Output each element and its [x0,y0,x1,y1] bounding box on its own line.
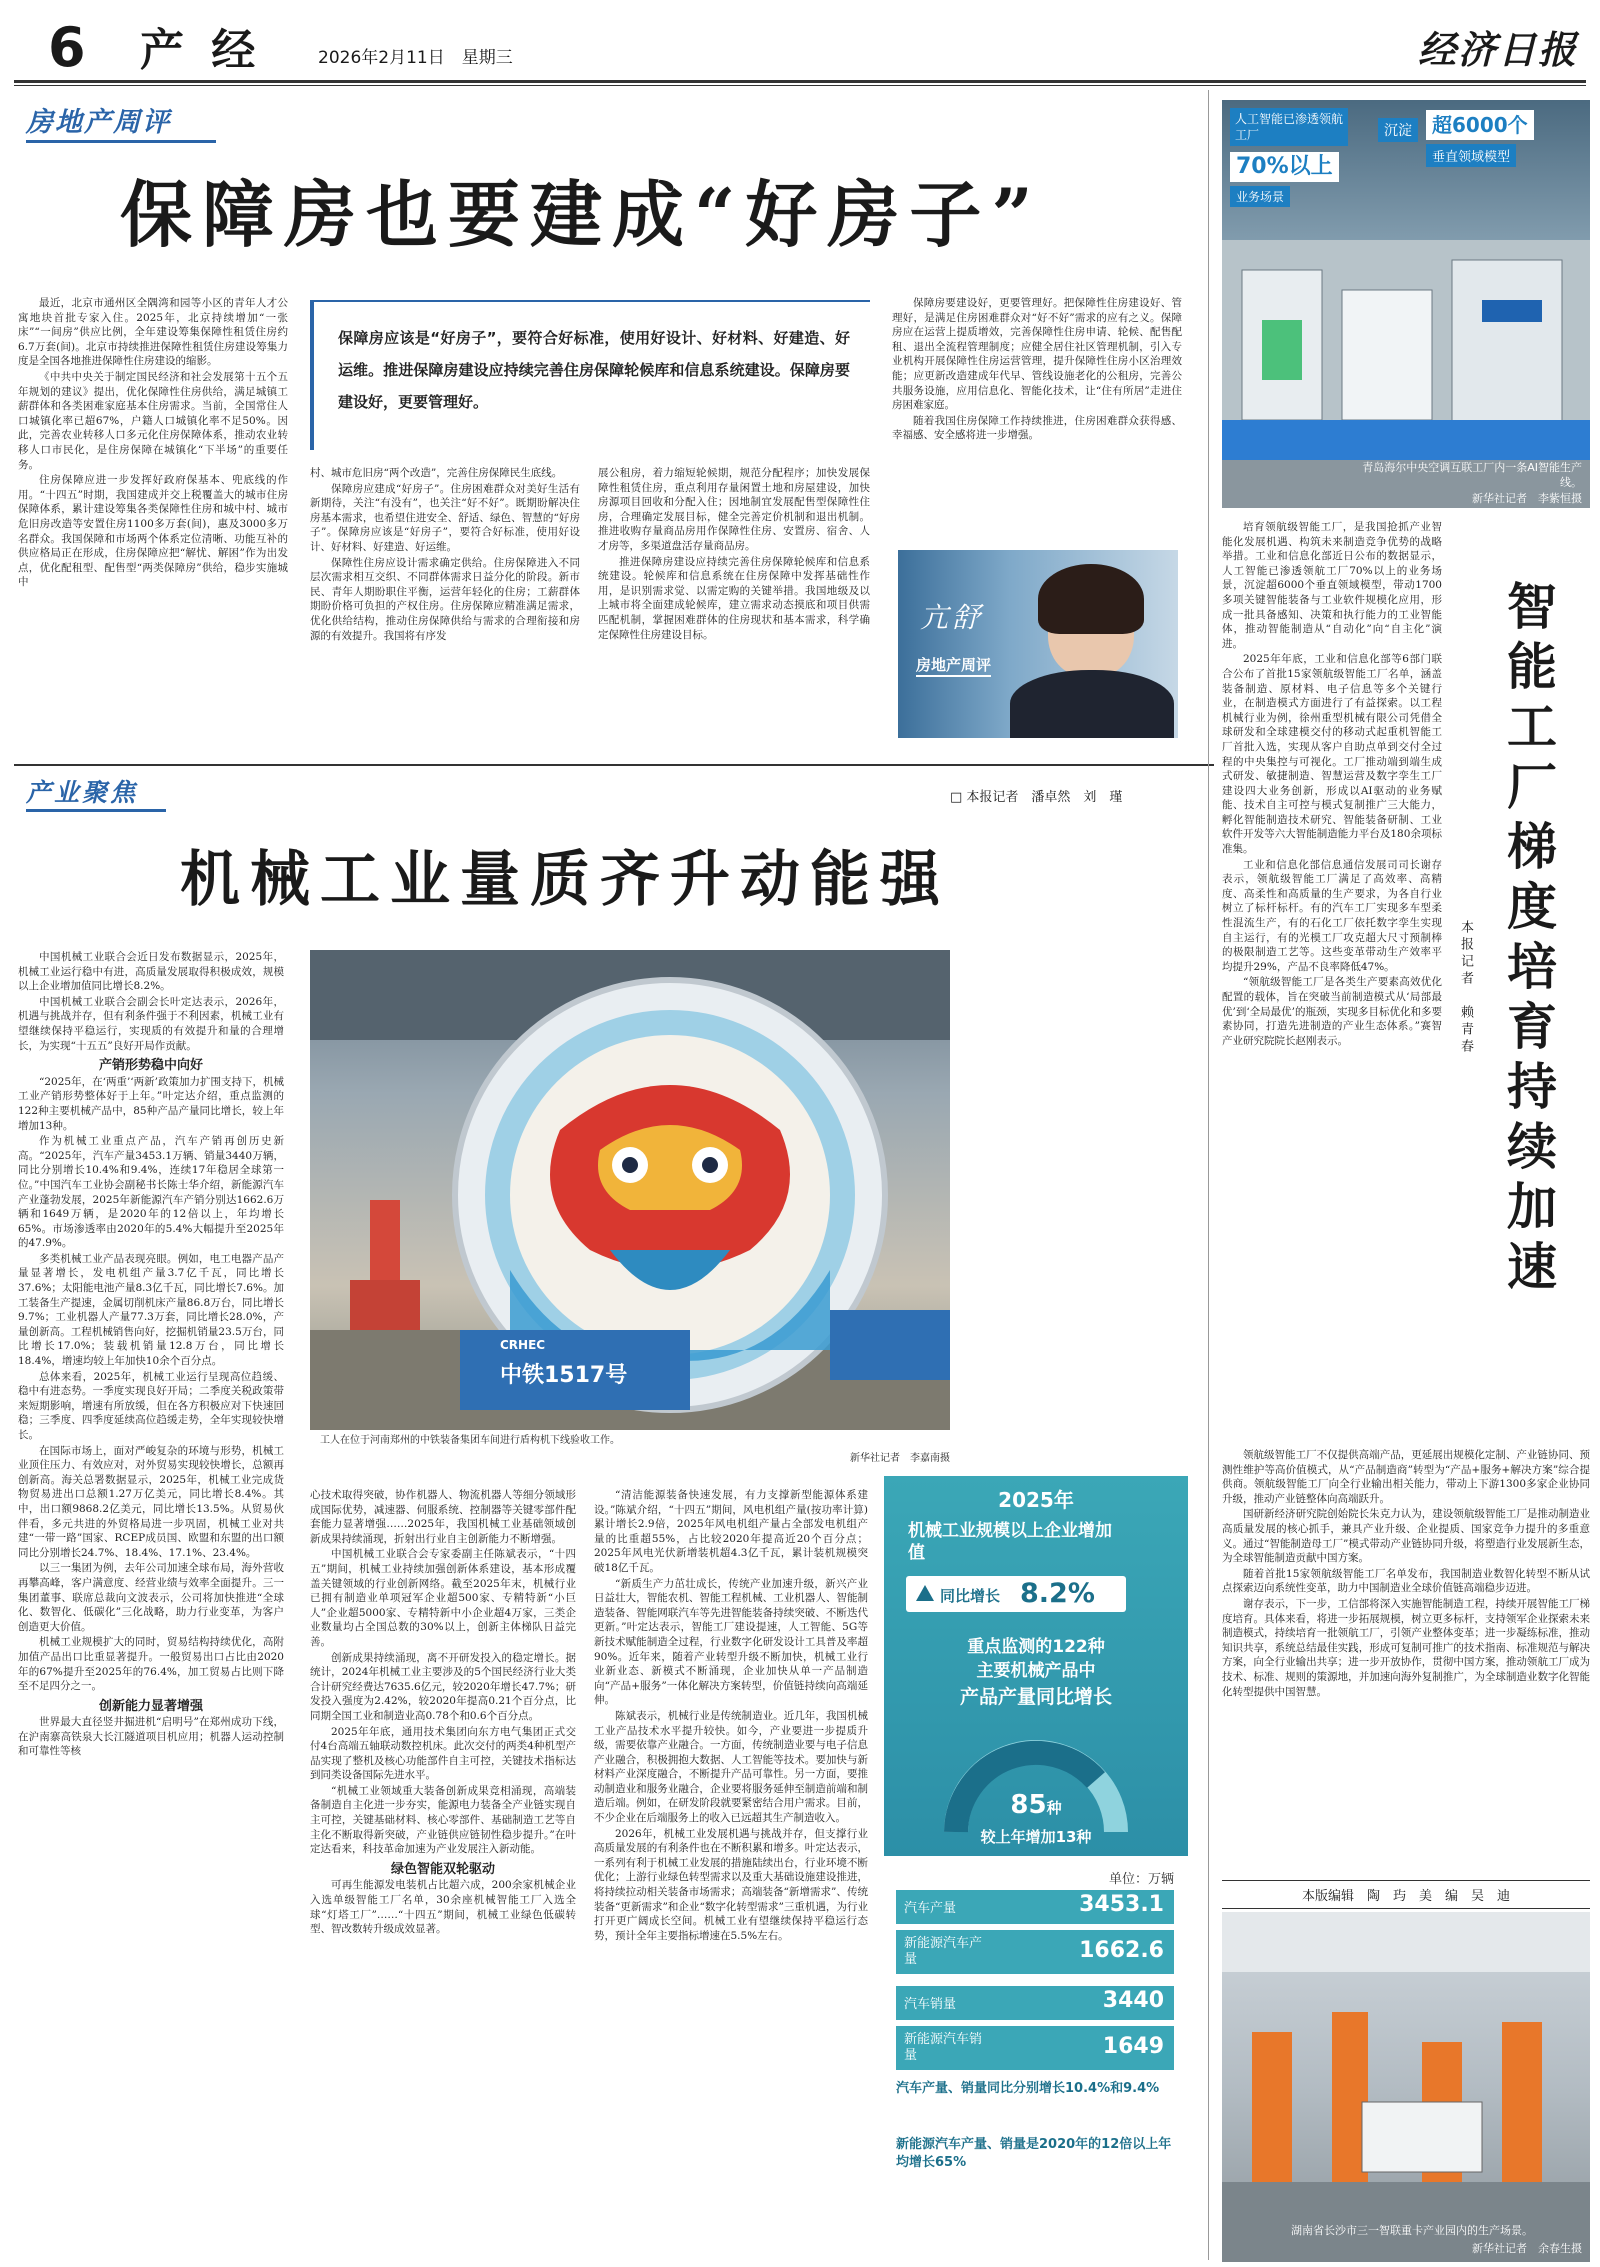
issue-date: 2026年2月11日 星期三 [318,48,513,68]
realestate-title: 保障房也要建成“好房子” [120,172,1043,257]
paragraph: 2026年，机械工业发展机遇与挑战并存，但支撑行业高质量发展的有利条件也在不断积累和增多。叶定达表示，一系列有利于机械工业发展的措施陆续出台，行业环境不断优化；上游行业绿色转型需求以及重大基础设施建设推进，将持续拉动相关装备市场需求；高端装备“新增需求”、传统装备“更新需求”和企业“数字化转型需求”三重机遇，为行业打开更广阔成长空间。机械工业有望继续保持平稳运行态势，预计全年主要指标增速在5.5%左右。 [594,1827,868,1942]
info-row-label: 新能源汽车销量 [904,2032,983,2063]
paragraph: 以三一集团为例，去年公司加速全球布局，海外营收再攀高峰，客户满意度、经营业绩与效率全面提升。三一集团董事、联席总裁向文波表示，公司将加快推进“全球化、数智化、低碳化”三化战略，助力行业变革，为客户创造更大价值。 [18,1562,284,1633]
smart-factory-byline: 本报记者 赖青春 [1458,920,1473,1056]
page-number: 6 [48,16,86,79]
paragraph: 世界最大直径竖井掘进机“启明号”在郑州成功下线，在沪南寨高铁泉大长江隧道项目机应用；机器人运动控制和可靠性等核 [18,1716,284,1758]
subheading: 绿色智能双轮驱动 [390,1861,495,1877]
info-line2b: 主要机械产品中 [976,1661,1096,1681]
info-foot-2: 新能源汽车产量、销量是2020年的12倍以上年均增长65% [896,2137,1172,2170]
info-growth-box [906,1576,1126,1612]
industry-col-3 [594,1488,868,2260]
masthead-rule-thin [14,85,1586,86]
paragraph: 2025年年底，工业和信息化部等6部门联合公布了首批15家领航级智能工厂名单，涵盖装备制造、原材料、电子信息等多个关键行业，在制造模式方面进行了有益探索。以工程机械行业为例，徐州重型机械有限公司凭借全球研发和全球建模交付的移动式起重机智能工厂首批入选，实现从客户自助点单到交付全过程的中央集控与可视化。工厂推动端到端生成式研发、敏捷制造、智慧运营及数字孪生工厂建设四大业务创新，形成以AI驱动的业务赋能、技术自主可控与模式复制推广三大能力，孵化智能制造技术研究、智能装备研制、工业软件开发等六大智能制造能力平台及180余项标准集。 [1222,653,1442,856]
factory-badge-2: 70%以上 [1230,152,1339,182]
masthead-rule [14,80,1586,83]
industry-tag-text: 产业聚焦 [26,778,139,807]
paragraph: 中国机械工业联合会近日发布数据显示，2025年，机械工业运行稳中有进，高质量发展取得积极成效，规模以上企业增加值同比增长8.2%。 [18,951,284,993]
paragraph: 保障性住房应设计需求确定供给。住房保障进入不同层次需求相互交织、不同群体需求日益分化的阶段。新市民、青年人期盼职住平衡，运营年轻化的住房；工薪群体期盼价格可负担的产权住房。住房保障应精准满足需求，优化供给结构，推动住房保障供给与需求的合理衔接和房源的有效提升。我国将有序发 [310,556,580,642]
paragraph: “机械工业领域重大装备创新成果竞相涌现，高端装备制造自主化进一步夯实，能源电力装备全产业链实现自主可控，关键基础材料、核心零部件、基础制造工艺等自主化不断取得新突破，产业链供应链韧性稳步提升。”在叶定达看来，科技革命加速为产业发展注入新动能。 [310,1784,576,1856]
factory-credit: 新华社记者 李紫恒摄 [1472,492,1582,505]
info-line1: 机械工业规模以上企业增加值 [908,1521,1112,1563]
truck-factory-illustration [1222,1912,1590,2262]
columnist-hair [1038,564,1144,634]
column-divider [1208,90,1209,2260]
factory-badge-5: 超6000个 [1426,110,1534,140]
tbm-name: 中铁1517号 [500,1363,628,1388]
paragraph: 中国机械工业联合会副会长叶定达表示，2026年，机遇与挑战并存，但有利条件强于不利因素，机械工业有望继续保持平稳运行，实现质的有效提升和量的合理增长，为实现“十五五”良好开局作贡献。 [18,995,284,1052]
paragraph: 中国机械工业联合会专家委副主任陈斌表示，“十四五”期间，机械工业持续加强创新体系建设，基本形成覆盖关键领域的行业创新网络。截至2025年末，机械行业已拥有制造业单项冠军企业超500家、专精特新“小巨人”企业超5000家、专精特新中小企业超4万家，三类企业数量均占全国总数的30%以上，创新主体梯队日益完善。 [310,1548,576,1648]
info-row-value: 1649 [1102,2034,1164,2059]
paragraph: 村、城市危旧房“两个改造”，完善住房保障民生底线。 [310,467,563,479]
paragraph: 总体来看，2025年，机械工业运行呈现高位趋缓、稳中有进态势。一季度实现良好开局；二季度关税政策带来短期影响，增速有所放缓，但在各方积极应对下快速回稳；三季度、四季度延续高位趋缓走势，全年实现较快增长。 [18,1370,284,1441]
realestate-tag-text: 房地产周评 [26,107,171,138]
paragraph: “清洁能源装备快速发展，有力支撑新型能源体系建设。”陈斌介绍，“十四五”期间，风电机组产量(按功率计算)累计增长2.9倍，2025年风电机组产量占全部发电机组产量的比重超55%，占比较2020年提高近20个百分点；2025年风电光伏新增装机超4.3亿千瓦，累计装机规模突破18亿千瓦。 [594,1489,868,1574]
info-row-value: 3440 [1102,1988,1164,2013]
info-gauge-value [884,1790,1188,1820]
paragraph: 保障房应建成“好房子”。住房困难群众对美好生活有新期待，关注“有没有”，也关注“好不好”。既期盼解决住房基本需求，也希望住进安全、舒适、绿色、智慧的“好房子”。保障房应该是“好房子”，要符合好标准，使用好设计、好材料、好建造、好运维。 [310,482,580,553]
realestate-col-4 [892,296,1182,546]
truck-factory-photo [1222,1912,1590,2262]
info-row [896,1986,1174,2020]
pull-quote-text: 保障房应该是“好房子”，要符合好标准，使用好设计、好材料、好建造、好运维。推进保障房建设应持续完善住房保障轮候库和信息系统建设。保障房要建设好，更要管理好。 [338,329,850,411]
paragraph: 在国际市场上，面对严峻复杂的环境与形势，机械工业顶住压力、有效应对，对外贸易实现较快增长，总额再创新高。海关总署数据显示，2025年，机械工业完成货物贸易进出口总额1.27万亿美元，同比增长8.4%。其中，出口额9868.2亿美元，同比增长13.5%。从贸易伙伴看，多元共进的外贸格局进一步巩固，机械工业对共建“一带一路”国家、RCEP成员国、欧盟和东盟的出口额同比分别增长24.7%、18.4%、17.1%、23.4%。 [18,1444,284,1559]
info-gauge-note: 较上年增加13种 [980,1828,1092,1846]
infographic [884,1476,1188,2266]
info-row [896,1930,1174,1974]
subheading: 创新能力显著增强 [98,1698,203,1714]
columnist-signature: 亢舒 [920,601,985,634]
smart-factory-body-2 [1222,1448,1590,1870]
info-row-label: 汽车产量 [904,1901,957,1916]
smart-factory-title: 智能工厂梯度培育持续加速 [1499,580,1558,1300]
industry-col-1 [18,950,284,2260]
paragraph: 2025年年底，通用技术集团向东方电气集团正式交付4台高端五轴联动数控机床。此次交付的两类4种机型产品实现了整机及核心功能部件自主可控，关键技术指标达到同类设备国际先进水平。 [310,1725,576,1782]
paragraph: 保障房要建设好，更要管理好。把保障性住房建设好、管理好，是满足住房困难群众对“好不好”需求的应有之义。保障房应在运营上提质增效，完善保障性住房申请、轮候、配售配租、退出全流程管理制度；应健全居住社区管理机制，引入专业机构开展保障性住房运营管理，提升保障性住房小区治理效能；应更新改造建成年代早、管线设施老化的公租房，完善公共服务设施，应用信息化、智能化技术，让“住有所居”走进住房困难家庭。 [892,297,1182,412]
paragraph: 陈斌表示，机械行业是传统制造业。近几年，我国机械工业产品技术水平提升较快。如今，产业要进一步提质升级，需要依靠产业融合。一方面，传统制造业要与电子信息产业融合，积极拥抱大数据、人工智能等技术。要加快与新材料产业深度融合，不断提升产品可靠性。另一方面，要推动制造业和服务业融合，企业要将服务延伸至制造前端和制造后端。例如，在研发阶段就要紧密结合用户需求。目前，不少企业在后端服务上的收入已远超其生产制造收入。 [594,1709,868,1825]
factory-photo [1222,100,1590,508]
tbm-caption: 工人在位于河南郑州的中铁装备集团车间进行盾构机下线验收工作。 [320,1435,620,1446]
truck-factory-credit: 新华社记者 余春生摄 [1472,2242,1582,2255]
info-growth-value: 8.2% [1020,1578,1095,1609]
subheading: 产销形势稳中向好 [98,1058,203,1074]
paragraph: 创新成果持续涌现，离不开研发投入的稳定增长。据统计，2024年机械工业主要涉及的5个国民经济行业大类合计研究经费达7635.6亿元，较2020年增长47.7%；研发投入强度为2.42%，较2020年提高0.21个百分点，比同期全国工业和制造业高0.78个和0.6个百分点。 [310,1651,576,1722]
realestate-col-3 [598,466,870,746]
columnist-shoulders [1010,670,1174,738]
paragraph: “2025年，在‘两重’‘两新’政策加力扩围支持下，机械工业产销形势整体好于上年。”叶定达介绍，重点监测的122种主要机械产品中，85种产品产量同比增长，较上年增加13种。 [18,1075,284,1132]
paragraph: 工业和信息化部信息通信发展司司长谢存表示，领航级智能工厂满足了高效率、高精度、高柔性和高质量的生产要求，为各自行业树立了标杆标杆。有的汽车工厂实现多车型柔性混流生产，有的石化工厂依托数字孪生实现自主运行，有的光模工厂攻克超大尺寸预制棒的极限制造工艺等。这些变革带动生产效率平均提升29%，产品不良率降低47%。 [1222,858,1442,973]
paragraph: 领航级智能工厂不仅提供高端产品，更延展出规模化定制、产业链协同、预测性维护等高价值模式，从“产品制造商”转型为“产品+服务+解决方案”综合提供商。领航级智能工厂向全行业输出相关能力，带动上下游1300多家企业协同升级，推动产业链整体向高端跃升。 [1222,1449,1590,1505]
industry-byline: □ 本报记者 潘卓然 刘 瑾 [950,790,1123,805]
paragraph: 谢存表示，下一步，工信部将深入实施智能制造工程，持续开展智能工厂梯度培育。具体来看，将进一步拓展规模，树立更多标杆，支持领军企业探索未来制造模式，持续培育一批领航工厂，引领产业整体变革；进一步凝练标准，推动知识共享，系统总结最佳实践，形成可复制可推广的技术指南、标准规范与解决方案，向全行业输出共享；进一步开放协作，贯彻中国方案，推动领航工厂成为技术、标准、规则的策源地，并加速向海外复制推广，为全球制造业数字化智能化转型提供中国智慧。 [1222,1597,1590,1698]
info-row-value: 1662.6 [1079,1938,1164,1963]
paragraph: 作为机械工业重点产品，汽车产销再创历史新高。“2025年，汽车产量3453.1万辆、销量3440万辆，同比分别增长10.4%和9.4%，连续17年稳居全球第一位。”中国汽车工业协会副秘书长陈士华介绍，新能源汽车产业蓬勃发展，2025年新能源汽车产销分别达1662.6万辆和1649万辆，是2020年的12倍以上，年均增长65%。市场渗透率由2020年的5.4%大幅提升至2025年的47.9%。 [18,1135,284,1250]
columnist-portrait [898,550,1178,738]
info-foot-1: 汽车产量、销量同比分别增长10.4%和9.4% [896,2081,1160,2096]
factory-caption: 青岛海尔中央空调互联工厂内一条AI智能生产线。 [1362,461,1582,489]
info-growth-label: 同比增长 [940,1587,1001,1605]
industry-title: 机械工业量质齐升动能强 [180,845,950,915]
industry-col-2 [310,1488,576,2260]
realestate-col-1 [18,296,288,746]
paper-logo: 经济日报 [1418,27,1579,72]
tbm-logo: CRHEC [500,1338,546,1352]
info-row-value: 3453.1 [1079,1892,1164,1917]
paragraph: 随着我国住房保障工作持续推进，住房困难群众获得感、幸福感、安全感将进一步增强。 [892,414,1182,442]
tbm-photo [310,950,950,1430]
columnist-badge: 房地产周评 [916,654,991,677]
pull-quote [310,300,870,450]
info-gauge-number: 85 [1010,1790,1047,1820]
info-row-label: 汽车销量 [904,1997,957,2012]
tbm-credit: 新华社记者 李嘉南摄 [850,1453,950,1464]
industry-tag [26,776,166,812]
paragraph: 多类机械工业产品表现亮眼。例如，电工电器产品产量显著增长，发电机组产量3.7亿千瓦，同比增长37.6%；太阳能电池产量8.3亿千瓦，同比增长7.6%。加工装备生产提速，金属切削机床产量86.8万台，同比增长9.7%；工业机器人产量77.3万套，同比增长28.0%，产量创新高。工程机械销售向好，挖掘机销量23.5万台，同比增长17.0%；装载机销量12.8万台，同比增长18.4%，增速均较上年加快10余个百分点。 [18,1252,284,1368]
paragraph: “领航级智能工厂是各类生产要素高效优化配置的载体，旨在突破当前制造模式从‘局部最优’到‘全局最优’的瓶颈，实现多目标优化和多要素协同，打造先进制造的产业生态体系。”赛智产业研究院院长赵刚表示。 [1222,976,1442,1047]
paragraph: 最近，北京市通州区全隅湾和园等小区的青年人才公寓地块首批专家入住。2025年，北京持续增加“一张床”“一间房”供应比例，全年建设筹集保障性租赁住房约6.7万套(间)。北京市持续推进保障性租赁住房建设筹集力度是全国各地推进保障性住房建设的缩影。 [18,297,288,368]
triangle-up-icon [916,1585,934,1601]
info-gauge-unit: 种 [1046,1799,1062,1817]
info-unit: 单位：万辆 [1108,1872,1174,1887]
factory-badge-6: 垂直领域模型 [1426,144,1516,167]
masthead [0,0,1600,88]
paragraph: 培育领航级智能工厂，是我国抢抓产业智能化发展机遇、构筑未来制造竞争优势的战略举措。工业和信息化部近日公布的数据显示，人工智能已渗透领航工厂70%以上的业务场景，沉淀超6000个垂直领域模型，带动1700多项关键智能装备与工业软件规模化应用，形成一批具备感知、决策和执行能力的工业智能体，推动智能制造从“自动化”向“自主化”演进。 [1222,521,1442,650]
smart-factory-body-1 [1222,520,1442,1560]
tbm-illustration [310,950,950,1430]
paragraph: 住房保障应进一步发挥好政府保基本、兜底线的作用。“十四五”时期，我国建成并交上税覆盖大的城市住房保障体系，累计建设筹集各类保障性住房和城中村、城市危旧房改造等安置住房1100多万套(间)，惠及3000多万名群众。我国保障和市场两个体系定位清晰、功能互补的供应格局正在形成，住房保障应把“解忧、解困”作为出发点，优化配租型、配售型“两类保障房”供给，稳步实施城中 [18,474,288,589]
paragraph: 《中共中央关于制定国民经济和社会发展第十五个五年规划的建议》提出，优化保障性住房供给，满足城镇工薪群体和各类困难家庭基本住房需求。当前，全国常住人口城镇化率已超67%，户籍人口城镇化率不足50%。因此，完善农业转移人口多元化住房保障体系，推动农业转移人口市民化，是住房保障在城镇化“下半场”的重要任务。 [18,370,288,471]
factory-badge-3: 业务场景 [1230,186,1290,207]
info-gauge [936,1712,1136,1842]
info-line3: 产品产量同比增长 [959,1686,1112,1708]
paragraph: 机械工业规模扩大的同时，贸易结构持续优化，高附加值产品出口比重显著提升。一般贸易出口占比由2020年的67%提升至2025年的76.4%，加工贸易占比则下降至不足四分之一。 [18,1636,284,1693]
paragraph: 国研新经济研究院创始院长朱克力认为，建设领航级智能工厂是推动制造业高质量发展的核心抓手，兼具产业升级、企业提质、国家竞争力提升的多重意义。通过“智能制造母工厂”模式带动产业链协同升级，将塑造行业发展新生态，为全球智能制造贡献中国方案。 [1222,1508,1590,1565]
paragraph: 随着首批15家领航级智能工厂名单发布，我国制造业数智化转型不断从试点探索迈向系统性变革，助力中国制造业全球价值链高端稳步迈进。 [1222,1567,1590,1595]
truck-factory-caption: 湖南省长沙市三一智联重卡产业园内的生产场景。 [1291,2224,1533,2237]
page-editors: 本版编辑 陶 玙 美 编 吴 迪 [1222,1880,1590,1909]
factory-badge-4: 沉淀 [1378,118,1418,142]
paragraph: 心技术取得突破，协作机器人、物流机器人等细分领域形成国际优势，减速器、伺服系统、控制器等关键零部件配套能力显著增强……2025年，我国机械工业基础领域创新成果持续涌现，折射出行业自主创新能力不断增强。 [310,1489,576,1545]
paragraph: 可再生能源发电装机占比超六成，200余家机械企业入选单级智能工厂名单，30余座机械智能工厂入选全球“灯塔工厂”……“十四五”期间，机械工业绿色低碳转型、智改数转升级成效显著。 [310,1879,576,1936]
realestate-tag [26,105,216,143]
factory-badge-1: 人工智能已渗透领航工厂 [1230,108,1348,146]
section-divider [14,764,1214,766]
info-row-label: 新能源汽车产量 [904,1936,983,1967]
info-row [896,1890,1174,1924]
realestate-col-2 [310,466,580,746]
paragraph: 推进保障房建设应持续完善住房保障轮候库和信息系统建设。轮候库和信息系统在住房保障中发挥基础性作用，是识别需求觉、以需定购的关键举措。我国地级及以上城市将全面建成轮候库，建立需求动态摸底和项目供需匹配机制，掌握困难群体的住房现状和基本需求，科学确定保障性住房建设目标。 [598,555,870,641]
info-row [896,2026,1174,2070]
paragraph: 展公租房，着力缩短轮候期，规范分配程序；加快发展保障性租赁住房，重点利用存量闲置土地和房屋建设，加快房源项目回收和分配入住；因地制宜发展配售型保障性住房，合理确定发展目标，健全完善定价机制和退出机制。推进收购存量商品房用作保障性住房、安置房、宿舍、人才房等，多渠道盘活存量商品房。 [598,467,870,552]
info-line2a: 重点监测的122种 [967,1637,1105,1657]
paragraph: “新质生产力茁壮成长，传统产业加速升级，新兴产业日益壮大，智能农机、智能工程机械、工业机器人、智能制造装备、智能网联汽车等先进智能装备持续突破、不断迭代更新。”叶定达表示，智能工厂建设提速，人工智能、5G等新技术赋能制造全过程，行业数字化研发设计工具普及率超90%。近年来，随着产业转型升级不断加快，机械工业行业新业态、新模式不断涌现，企业加快从单一产品制造向“产品+服务”一体化解决方案转型，价值链持续向高端延伸。 [594,1577,868,1707]
info-year: 2025年 [998,1488,1074,1512]
section-name: 产 经 [140,25,262,76]
